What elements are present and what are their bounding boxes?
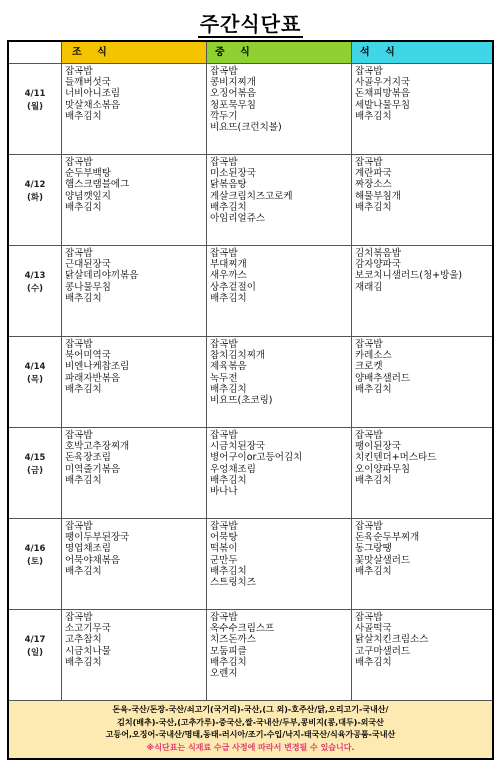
weekday-label: (금) bbox=[27, 466, 43, 476]
menu-item: 북어미역국 bbox=[65, 350, 111, 362]
menu-item: 배추김치 bbox=[65, 474, 102, 486]
menu-item: 해물부침개 bbox=[355, 190, 401, 202]
menu-item: 파래자반볶음 bbox=[65, 372, 121, 384]
date-label: 4/11 bbox=[24, 89, 46, 99]
menu-item: 잡곡밥 bbox=[210, 430, 238, 441]
header-lunch: 중 식 bbox=[207, 42, 352, 64]
date-cell bbox=[9, 610, 62, 701]
breakfast-cell bbox=[62, 519, 207, 610]
menu-item: 모둠피클 bbox=[210, 645, 247, 657]
dinner-cell bbox=[352, 519, 492, 610]
menu-item: 게살크림치즈고로케 bbox=[210, 190, 293, 202]
menu-item: 콩나물무침 bbox=[65, 281, 111, 293]
menu-item: 시금치나물 bbox=[65, 645, 111, 657]
menu-item: 배추김치 bbox=[355, 383, 392, 395]
date-cell bbox=[9, 155, 62, 246]
menu-item: 옥수수크림스프 bbox=[210, 623, 275, 635]
dinner-cell bbox=[352, 428, 492, 519]
dinner-cell bbox=[352, 64, 492, 155]
menu-item: 명엽채조림 bbox=[65, 543, 111, 555]
menu-item: 깍두기 bbox=[210, 110, 238, 122]
menu-item: 배추김치 bbox=[210, 383, 247, 395]
menu-item: 배추김치 bbox=[65, 565, 102, 577]
menu-item: 콩비지찌개 bbox=[210, 77, 256, 89]
menu-item: 녹두전 bbox=[210, 372, 238, 384]
breakfast-cell bbox=[62, 64, 207, 155]
menu-item: 짜장소스 bbox=[355, 179, 392, 191]
date-cell bbox=[9, 428, 62, 519]
menu-item: 미소된장국 bbox=[210, 168, 256, 180]
menu-item: 돈채피망볶음 bbox=[355, 88, 411, 100]
lunch-cell bbox=[207, 610, 352, 701]
date-cell bbox=[9, 337, 62, 428]
menu-item: 잡곡밥 bbox=[210, 66, 238, 77]
menu-item: 잡곡밥 bbox=[355, 612, 383, 623]
weekday-label: (수) bbox=[27, 284, 43, 294]
menu-item: 잡곡밥 bbox=[65, 66, 93, 77]
weekday-label: (월) bbox=[27, 102, 43, 112]
menu-item: 비요뜨(크런치볼) bbox=[210, 122, 282, 134]
date-label: 4/17 bbox=[24, 635, 46, 645]
menu-item: 비요뜨(초코링) bbox=[210, 395, 273, 407]
menu-item: 잡곡밥 bbox=[65, 157, 93, 168]
date-cell bbox=[9, 246, 62, 337]
menu-item: 소고기무국 bbox=[65, 623, 111, 635]
menu-item: 잡곡밥 bbox=[210, 339, 238, 350]
menu-item: 잡곡밥 bbox=[65, 612, 93, 623]
lunch-cell bbox=[207, 428, 352, 519]
weekday-label: (목) bbox=[27, 375, 43, 385]
menu-item: 비엔나케찹조림 bbox=[65, 361, 130, 373]
lunch-cell bbox=[207, 64, 352, 155]
menu-item: 청포묵무침 bbox=[210, 99, 256, 111]
menu-item: 돈육순두부찌개 bbox=[355, 532, 420, 544]
menu-item: 맛살채소볶음 bbox=[65, 99, 121, 111]
lunch-cell bbox=[207, 519, 352, 610]
menu-item: 감자양파국 bbox=[355, 259, 401, 271]
menu-item: 닭살데리야끼볶음 bbox=[65, 270, 139, 282]
header-date bbox=[9, 42, 62, 64]
menu-item: 잡곡밥 bbox=[210, 248, 238, 259]
menu-item: 배추김치 bbox=[65, 383, 102, 395]
date-label: 4/14 bbox=[24, 362, 46, 372]
menu-item: 잡곡밥 bbox=[65, 248, 93, 259]
menu-item: 치킨텐더+머스타드 bbox=[355, 452, 437, 464]
menu-item: 배추김치 bbox=[65, 110, 102, 122]
menu-item: 오이양파무침 bbox=[355, 463, 411, 475]
lunch-cell bbox=[207, 337, 352, 428]
menu-item: 배추김치 bbox=[355, 474, 392, 486]
menu-item: 잡곡밥 bbox=[210, 521, 238, 532]
menu-item: 사골떡국 bbox=[355, 623, 392, 635]
menu-item: 오렌지 bbox=[210, 668, 238, 680]
menu-item: 병어구이or고등어김치 bbox=[210, 452, 303, 464]
menu-item: 배추김치 bbox=[355, 110, 392, 122]
change-warning: ※식단표는 식재료 수급 사정에 따라서 변경될 수 있습니다. bbox=[146, 742, 355, 752]
menu-item: 동그랑땡 bbox=[355, 543, 392, 555]
menu-item: 크로켓 bbox=[355, 361, 383, 373]
menu-item: 스트링치즈 bbox=[210, 577, 256, 589]
menu-item: 우엉채조림 bbox=[210, 463, 256, 475]
date-label: 4/15 bbox=[24, 453, 46, 463]
menu-item: 보코치니샐러드(청+방울) bbox=[355, 270, 463, 282]
lunch-cell bbox=[207, 155, 352, 246]
origin-line-3: 고등어,오징어-국내산/명태,동태-러시아/조기-수입/낙지-태국산/식육가공품-국내산 bbox=[105, 730, 396, 739]
menu-item: 배추김치 bbox=[65, 201, 102, 213]
menu-item: 미역줄기볶음 bbox=[65, 463, 121, 475]
menu-item: 근대된장국 bbox=[65, 259, 111, 271]
menu-item: 잡곡밥 bbox=[65, 339, 93, 350]
breakfast-cell bbox=[62, 610, 207, 701]
menu-item: 잡곡밥 bbox=[65, 430, 93, 441]
weekday-label: (화) bbox=[27, 193, 43, 203]
menu-item: 배추김치 bbox=[65, 656, 102, 668]
breakfast-cell bbox=[62, 155, 207, 246]
breakfast-cell bbox=[62, 337, 207, 428]
menu-item: 치즈돈까스 bbox=[210, 634, 256, 646]
origin-note bbox=[9, 701, 492, 758]
menu-item: 양배추샐러드 bbox=[355, 372, 411, 384]
menu-item: 세발나물무침 bbox=[355, 99, 411, 111]
menu-item: 제육볶음 bbox=[210, 361, 247, 373]
menu-item: 사골우거지국 bbox=[355, 77, 411, 89]
menu-item: 고구마샐러드 bbox=[355, 645, 411, 657]
origin-line-2: 김치(배추)-국산,(고추가루)-중국산,쌀-국내산/두부,콩비지(콩,대두)-외국산 bbox=[117, 717, 384, 727]
menu-table bbox=[7, 40, 494, 760]
menu-item: 배추김치 bbox=[210, 474, 247, 486]
menu-item: 배추김치 bbox=[210, 656, 247, 668]
menu-item: 배추김치 bbox=[65, 292, 102, 304]
header-breakfast: 조 식 bbox=[62, 42, 207, 64]
menu-item: 배추김치 bbox=[210, 565, 247, 577]
menu-item: 닭살치킨크림소스 bbox=[355, 634, 429, 646]
menu-item: 햄스크램블에그 bbox=[65, 179, 130, 191]
menu-item: 돈육장조림 bbox=[65, 452, 111, 464]
dinner-cell bbox=[352, 337, 492, 428]
menu-item: 배추김치 bbox=[355, 565, 392, 577]
menu-item: 시금치된장국 bbox=[210, 441, 266, 453]
menu-item: 닭볶음탕 bbox=[210, 179, 247, 191]
menu-item: 너비아니조림 bbox=[65, 88, 121, 100]
menu-item: 어묵탕 bbox=[210, 532, 238, 544]
menu-item: 잡곡밥 bbox=[210, 612, 238, 623]
date-label: 4/16 bbox=[24, 544, 46, 554]
menu-item: 고추참치 bbox=[65, 634, 102, 646]
menu-item: 잡곡밥 bbox=[355, 66, 383, 77]
menu-item: 순두부백탕 bbox=[65, 168, 111, 180]
dinner-cell bbox=[352, 155, 492, 246]
menu-item: 잡곡밥 bbox=[355, 521, 383, 532]
menu-item: 배추김치 bbox=[355, 656, 392, 668]
menu-item: 계란파국 bbox=[355, 168, 392, 180]
menu-item: 배추김치 bbox=[210, 292, 247, 304]
menu-item: 바나나 bbox=[210, 486, 238, 498]
origin-line-1: 돈육-국산/돈장-국산/쇠고기(국거리)-국산,(그 외)-호주산/닭,오리고기-국내산/ bbox=[112, 705, 389, 714]
menu-item: 팽이된장국 bbox=[355, 441, 401, 453]
menu-item: 재래김 bbox=[355, 281, 383, 293]
page-title: 주간식단표 bbox=[199, 12, 302, 36]
breakfast-cell bbox=[62, 428, 207, 519]
menu-item: 잡곡밥 bbox=[210, 157, 238, 168]
date-cell bbox=[9, 64, 62, 155]
menu-item: 들깨버섯국 bbox=[65, 77, 111, 89]
weekday-label: (일) bbox=[27, 648, 43, 658]
menu-item: 잡곡밥 bbox=[65, 521, 93, 532]
menu-item: 꽃맛살샐러드 bbox=[355, 554, 411, 566]
menu-item: 참치김치찌개 bbox=[210, 350, 266, 362]
menu-item: 양념깻잎지 bbox=[65, 190, 111, 202]
menu-item: 배추김치 bbox=[355, 201, 392, 213]
menu-item: 오징어볶음 bbox=[210, 88, 256, 100]
menu-item: 상추겉절이 bbox=[210, 281, 256, 293]
menu-item: 아임리얼쥬스 bbox=[210, 213, 266, 225]
menu-item: 잡곡밥 bbox=[355, 339, 383, 350]
menu-item: 카레소스 bbox=[355, 350, 392, 362]
date-cell bbox=[9, 519, 62, 610]
menu-item: 부대찌개 bbox=[210, 259, 247, 271]
menu-item: 잡곡밥 bbox=[355, 157, 383, 168]
lunch-cell bbox=[207, 246, 352, 337]
date-label: 4/13 bbox=[24, 271, 46, 281]
header-dinner: 석 식 bbox=[352, 42, 492, 64]
menu-item: 팽이두부된장국 bbox=[65, 532, 130, 544]
weekday-label: (토) bbox=[27, 557, 43, 567]
date-label: 4/12 bbox=[24, 180, 46, 190]
breakfast-cell bbox=[62, 246, 207, 337]
menu-item: 어묵야채볶음 bbox=[65, 554, 121, 566]
menu-item: 배추김치 bbox=[210, 201, 247, 213]
menu-item: 잡곡밥 bbox=[355, 430, 383, 441]
menu-item: 떡볶이 bbox=[210, 543, 238, 555]
menu-item: 군만두 bbox=[210, 554, 238, 566]
dinner-cell bbox=[352, 610, 492, 701]
dinner-cell bbox=[352, 246, 492, 337]
menu-item: 호박고추장찌개 bbox=[65, 441, 130, 453]
menu-item: 새우까스 bbox=[210, 270, 247, 282]
menu-item: 김치볶음밥 bbox=[355, 248, 401, 259]
